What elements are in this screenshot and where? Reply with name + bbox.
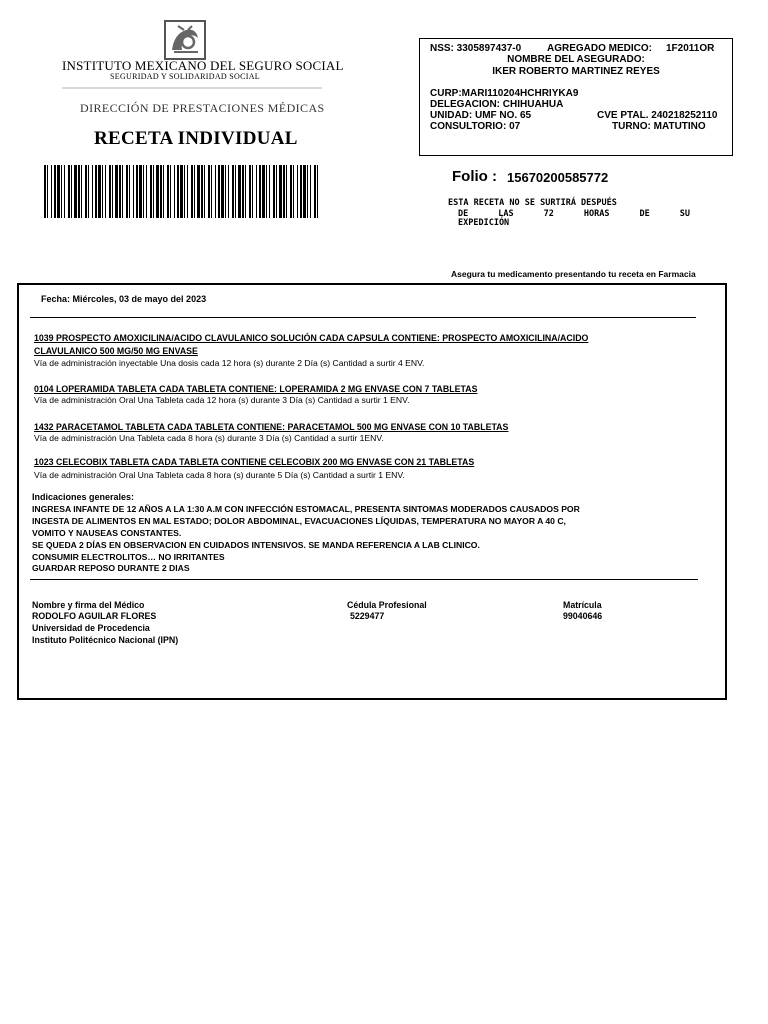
barcode-bar	[160, 165, 162, 218]
barcode-bar	[57, 165, 60, 218]
pharmacy-notice: Asegura tu medicamento presentando tu receta en Farmacia	[451, 269, 696, 279]
matricula-value: 99040646	[563, 611, 603, 621]
barcode-bar	[146, 165, 147, 218]
barcode-bar	[95, 165, 97, 218]
medication-detail: Vía de administración Oral Una Tableta cada 12 hora (s) durante 3 Día (s) Cantidad a surtir 1 ENV.	[34, 395, 410, 405]
barcode-bar	[317, 165, 318, 218]
notice-word: SU	[679, 209, 690, 219]
barcode-bar	[283, 165, 285, 218]
barcode-bar	[201, 165, 203, 218]
barcode-bar	[170, 165, 171, 218]
nombre-value: IKER ROBERTO MARTINEZ REYES	[492, 66, 660, 77]
barcode-bar	[51, 165, 52, 218]
expiry-notice-line3: EXPEDICIÓN	[458, 218, 510, 228]
agregado-label: AGREGADO MEDICO:	[547, 43, 652, 54]
barcode-bar	[92, 165, 93, 218]
nombre-label: NOMBRE DEL ASEGURADO:	[507, 54, 645, 65]
barcode-bar	[105, 165, 106, 218]
barcode-bar	[109, 165, 111, 218]
barcode-bar	[303, 165, 306, 218]
barcode-bar	[266, 165, 267, 218]
barcode-bar	[174, 165, 175, 218]
notice-word: 72	[543, 209, 554, 219]
barcode-bar	[235, 165, 236, 218]
universidad-value: Instituto Politécnico Nacional (IPN)	[32, 635, 179, 645]
barcode-bar	[163, 165, 164, 218]
barcode-bar	[136, 165, 138, 218]
barcode-bar	[286, 165, 287, 218]
expiry-notice-line1: ESTA RECETA NO SE SURTIRÁ DESPUÉS	[448, 198, 617, 208]
barcode-bar	[314, 165, 316, 218]
matricula-label: Matrícula	[563, 600, 602, 610]
universidad-label: Universidad de Procedencia	[32, 623, 150, 633]
barcode-bar	[68, 165, 70, 218]
medication-title: 0104 LOPERAMIDA TABLETA CADA TABLETA CONTIENE: LOPERAMIDA 2 MG ENVASE CON 7 TABLETAS	[34, 384, 478, 394]
medication-detail: Vía de administración Una Tableta cada 8 hora (s) durante 3 Día (s) Cantidad a surtir 1ENV.	[34, 433, 384, 443]
consultorio: CONSULTORIO: 07	[430, 121, 521, 132]
barcode-bar	[150, 165, 152, 218]
barcode-bar	[310, 165, 311, 218]
indicaciones-line: INGESTA DE ALIMENTOS EN MAL ESTADO; DOLOR ABDOMINAL, EVACUACIONES LÍQUIDAS, TEMPERATURA NO MAYOR A 40 C,	[32, 516, 566, 526]
barcode-bar	[232, 165, 234, 218]
barcode-bar	[221, 165, 224, 218]
barcode-bar	[211, 165, 212, 218]
barcode-bar	[273, 165, 275, 218]
institution-name: INSTITUTO MEXICANO DEL SEGURO SOCIAL	[62, 58, 344, 73]
medico-name: RODOLFO AGUILAR FLORES	[32, 611, 157, 621]
barcode-bar	[71, 165, 72, 218]
barcode-bar	[293, 165, 294, 218]
notice-word: HORAS	[583, 209, 610, 219]
barcode-bar	[98, 165, 101, 218]
barcode-bar	[143, 165, 144, 218]
barcode-bar	[297, 165, 298, 218]
barcode-bar	[228, 165, 229, 218]
barcode-bar	[122, 165, 123, 218]
barcode-bar	[300, 165, 302, 218]
barcode-bar	[187, 165, 188, 218]
barcode-bar	[307, 165, 308, 218]
notice-word: LAS	[498, 209, 514, 219]
barcode-bar	[54, 165, 56, 218]
barcode-bar	[126, 165, 128, 218]
barcode-bar	[119, 165, 121, 218]
barcode-bar	[262, 165, 265, 218]
indicaciones-line: VOMITO Y NAUSEAS CONSTANTES.	[32, 528, 182, 538]
barcode-bar	[115, 165, 118, 218]
barcode-bar	[85, 165, 87, 218]
medication-detail: Vía de administración Oral Una Tableta cada 8 hora (s) durante 5 Día (s) Cantidad a surtir 1 ENV.	[34, 470, 405, 480]
indicaciones-line: INGRESA INFANTE DE 12 AÑOS A LA 1:30 A.M CON INFECCIÓN ESTOMACAL, PRESENTA SINTOMAS MODERADOS CAUSADOS POR	[32, 504, 580, 514]
patient-info-box	[419, 38, 733, 156]
barcode-bar	[252, 165, 253, 218]
barcode-bar	[47, 165, 48, 218]
barcode-bar	[78, 165, 80, 218]
divider-bottom	[30, 579, 698, 580]
direccion-heading: DIRECCIÓN DE PRESTACIONES MÉDICAS	[80, 101, 325, 115]
barcode-bar	[208, 165, 210, 218]
medication-title: 1023 CELECOBIX TABLETA CADA TABLETA CONTIENE CELECOBIX 200 MG ENVASE CON 21 TABLETAS	[34, 457, 475, 467]
indicaciones-line: CONSUMIR ELECTROLITOS… NO IRRITANTES	[32, 552, 225, 562]
barcode-bar	[276, 165, 277, 218]
cedula-value: 5229477	[350, 611, 385, 621]
delegacion: DELEGACION: CHIHUAHUA	[430, 99, 564, 110]
barcode-bar	[204, 165, 205, 218]
barcode-bar	[215, 165, 216, 218]
barcode-bar	[245, 165, 246, 218]
barcode-bar	[88, 165, 89, 218]
barcode-bar	[279, 165, 282, 218]
imss-logo	[164, 20, 206, 60]
barcode-bar	[167, 165, 169, 218]
page-title: RECETA INDIVIDUAL	[94, 128, 298, 149]
indicaciones-line: GUARDAR REPOSO DURANTE 2 DIAS	[32, 563, 190, 573]
barcode-bar	[129, 165, 130, 218]
turno: TURNO: MATUTINO	[612, 121, 706, 132]
barcode-bar	[177, 165, 179, 218]
curp: CURP:MARI110204HCHRIYKA9	[430, 88, 579, 99]
medication-title: 1039 PROSPECTO AMOXICILINA/ACIDO CLAVULANICO SOLUCIÓN CADA CAPSULA CONTIENE: PROSPECTO AMOXICILINA/ACIDO	[34, 333, 589, 343]
barcode-bar	[191, 165, 193, 218]
prescription-date: Fecha: Miércoles, 03 de mayo del 2023	[41, 294, 207, 304]
barcode-bar	[256, 165, 257, 218]
indicaciones-line: SE QUEDA 2 DÍAS EN OBSERVACION EN CUIDADOS INTENSIVOS. SE MANDA REFERENCIA A LAB CLINICO.	[32, 540, 480, 550]
folio-value: 15670200585772	[507, 170, 609, 185]
barcode-bar	[112, 165, 113, 218]
barcode-bar	[81, 165, 82, 218]
barcode-bar	[238, 165, 241, 218]
notice-word: DE	[639, 209, 650, 219]
header-divider	[62, 87, 322, 89]
notice-word: DE	[458, 209, 469, 219]
institution-subtitle: SEGURIDAD Y SOLIDARIDAD SOCIAL	[110, 72, 260, 81]
nss: NSS: 3305897437-0	[430, 43, 522, 54]
divider-top	[30, 317, 696, 318]
barcode-bar	[74, 165, 77, 218]
cedula-label: Cédula Profesional	[347, 600, 427, 610]
barcode-bar	[269, 165, 270, 218]
barcode	[44, 165, 318, 218]
barcode-bar	[259, 165, 261, 218]
barcode-bar	[225, 165, 226, 218]
barcode-bar	[61, 165, 62, 218]
barcode-bar	[249, 165, 251, 218]
medication-title-cont: CLAVULANICO 500 MG/50 MG ENVASE	[34, 346, 198, 356]
barcode-bar	[194, 165, 195, 218]
barcode-bar	[64, 165, 65, 218]
cve-ptal: CVE PTAL. 240218252110	[597, 110, 718, 121]
barcode-bar	[184, 165, 185, 218]
barcode-bar	[44, 165, 46, 218]
medication-detail: Vía de administración inyectable Una dosis cada 12 hora (s) durante 2 Día (s) Cantidad a surtir 4 ENV.	[34, 358, 425, 368]
agregado-value: 1F2011OR	[666, 43, 715, 54]
barcode-bar	[290, 165, 292, 218]
barcode-bar	[197, 165, 200, 218]
barcode-bar	[133, 165, 134, 218]
medico-label: Nombre y firma del Médico	[32, 600, 145, 610]
barcode-bar	[180, 165, 183, 218]
indicaciones-title: Indicaciones generales:	[32, 492, 135, 502]
barcode-bar	[102, 165, 103, 218]
barcode-bar	[242, 165, 244, 218]
barcode-bar	[156, 165, 159, 218]
medication-title: 1432 PARACETAMOL TABLETA CADA TABLETA CONTIENE: PARACETAMOL 500 MG ENVASE CON 10 TABLETAS	[34, 422, 509, 432]
barcode-bar	[139, 165, 142, 218]
barcode-bar	[218, 165, 220, 218]
folio-label: Folio :	[452, 168, 497, 185]
barcode-bar	[153, 165, 154, 218]
unidad: UNIDAD: UMF NO. 65	[430, 110, 532, 121]
